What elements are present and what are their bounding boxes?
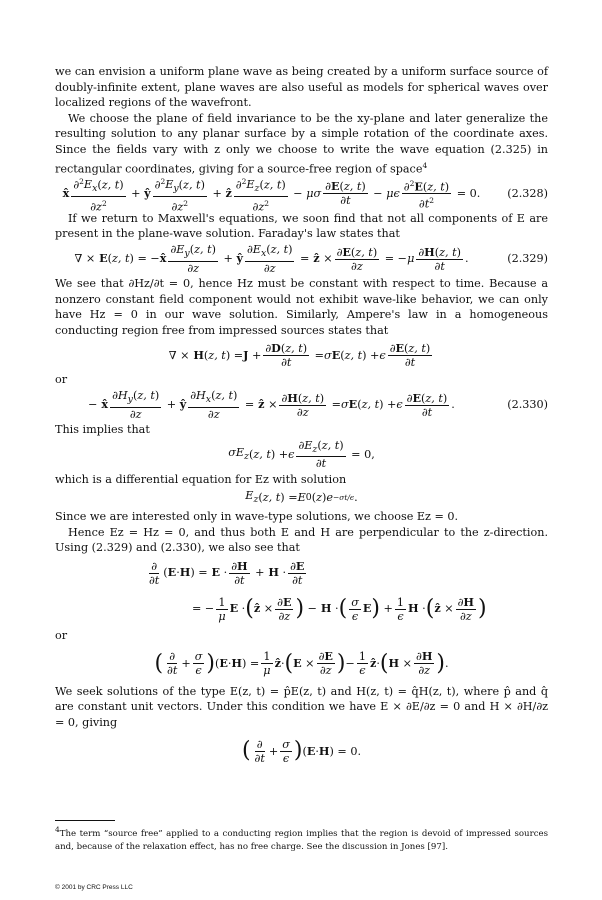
equation-2329: ∇ × E ( z, t ) = − x̂ $\frac{\partial E_y(z, t)}{\partial z}$ + ŷ $\frac{\partial E_x(z, t)}{\partial z}$ = ẑ × $\frac{\partial E(z, t)}{\partial z}$ = − μ $\frac{\partial H(z, t)}{\partial t}$ . (2.329) [74, 243, 548, 275]
equation-ez-solution: $E_z$ ( z, t ) = E 0 ( z ) e −σt/ϵ . [245, 489, 358, 506]
or-connector-1: or [55, 373, 68, 387]
footnote-number: 4 [55, 825, 60, 834]
equation-poynting-3: ( $\frac{\partial}{\partial t}$ + $\frac{\sigma}{\epsilon}$ ) ( E · H ) = $\frac{1}{\mu}$ ẑ · ( E × $\frac{\partial E}{\partial z}$ ) − $\frac{1}{\epsilon}$ ẑ · ( H × $\frac{\partial H}{\partial z}$ ) . [154, 649, 449, 678]
paragraph-1: we can envision a uniform plane wave as being created by a uniform surface source of doubly-infinite extent, plane waves are also useful as models for spherical waves over localized regions of the wavefront. [55, 65, 548, 110]
equation-ez-condition: $\sigma E_z$ ( z, t ) + ϵ $\frac{\partial E_z(z, t)}{\partial t}$ = 0, [228, 439, 375, 471]
equation-2328: x̂ $\frac{\partial^2E_x(z, t)}{\partial z^2}$ + ŷ $\frac{\partial^2E_y(z, t)}{\partial z^2}$ + ẑ $\frac{\partial^2E_z(z, t)}{\partial z^2}$ − μσ $\frac{\partial E(z, t)}{\partial t}$ − μϵ $\frac{\partial^2E(z, t)}{\partial t^2}$ = 0. (2.328) [62, 176, 548, 214]
equation-2330: − x̂ $\frac{\partial H_y(z, t)}{\partial z}$ + ŷ $\frac{\partial H_x(z, t)}{\partial z}$ = ẑ × $\frac{\partial H(z, t)}{\partial z}$ = σ E ( z, t ) + ϵ $\frac{\partial E(z, t)}{\partial t}$ . (2.330) [88, 389, 548, 421]
footnote [55, 823, 548, 854]
paragraph-2: We choose the plane of field invariance to be the xy-plane and later generalize the resulting solution to any planar surface by a simple rotation of the coordinate axes. Since the fields vary with z only we choose to write the wave equation (2.325) in rectangular coordinates, giving for a source-free region of space$^4$ [55, 111, 548, 176]
equation-number: (2.328) [507, 187, 548, 201]
paragraph-5: This implies that [55, 423, 150, 437]
footnote-text: The term “source free” applied to a conducting region implies that the region is devoid of impressed sources and, because of the relaxation effect, has no free charge. See the discussion in Jones [97]. [55, 828, 548, 852]
equation-number: (2.330) [507, 398, 548, 412]
or-connector-2: or [55, 629, 68, 643]
paragraph-4: We see that ∂Hz/∂t = 0, hence Hz must be constant with respect to time. Because a nonzero constant field component would not exhibit wave-like behavior, we can only have Hz = 0 in our wave solution. Similarly, Ampere's law in a homogeneous conducting region free from impressed sources states that [55, 277, 548, 337]
equation-final: ( $\frac{\partial}{\partial t}$ + $\frac{\sigma}{\epsilon}$ ) ( E · H ) = 0. [241, 737, 362, 765]
equation-number: (2.329) [507, 252, 548, 266]
footnote-rule [55, 820, 115, 821]
paragraph-9: We seek solutions of the type E(z, t) = p̂E(z, t) and H(z, t) = q̂H(z, t), where p̂ and q̂ are constant unit vectors. Under this condition we have E × ∂E/∂z = 0 and H × ∂H/∂z = 0, giving [55, 684, 548, 729]
equation-ampere: ∇ × H ( z, t ) = J + $\frac{\partial D(z, t)}{\partial t}$ = σ E ( z, t ) + ϵ $\frac{\partial E(z, t)}{\partial t}$ [168, 340, 431, 369]
footnote-marker: 4 [422, 160, 428, 170]
paragraph-6: which is a differential equation for Ez with solution [55, 472, 347, 486]
equation-poynting-2: = − $\frac{1}{\mu}$ E · ( ẑ × $\frac{\partial E}{\partial z}$ ) − H · ( $\frac{\sigma}{\epsilon}$ E ) + $\frac{1}{\epsilon}$ H · ( ẑ × $\frac{\partial H}{\partial z}$ ) [192, 594, 487, 623]
page-body [55, 64, 548, 772]
equation-poynting-1: $\frac{\partial}{\partial t}$ ( E · H ) = E · $\frac{\partial H}{\partial t}$ + H · $\frac{\partial E}{\partial t}$ [149, 558, 305, 587]
paragraph-3: If we return to Maxwell's equations, we soon find that not all components of E are present in the plane-wave solution. Faraday's law states that [55, 211, 548, 241]
paragraph-8: Hence Ez = Hz = 0, and thus both E and H are perpendicular to the z-direction. Using (2.329) and (2.330), we also see that [55, 525, 548, 555]
paragraph-7: Since we are interested only in wave-type solutions, we choose Ez = 0. [55, 510, 459, 524]
copyright-notice: © 2001 by CRC Press LLC [55, 884, 133, 891]
